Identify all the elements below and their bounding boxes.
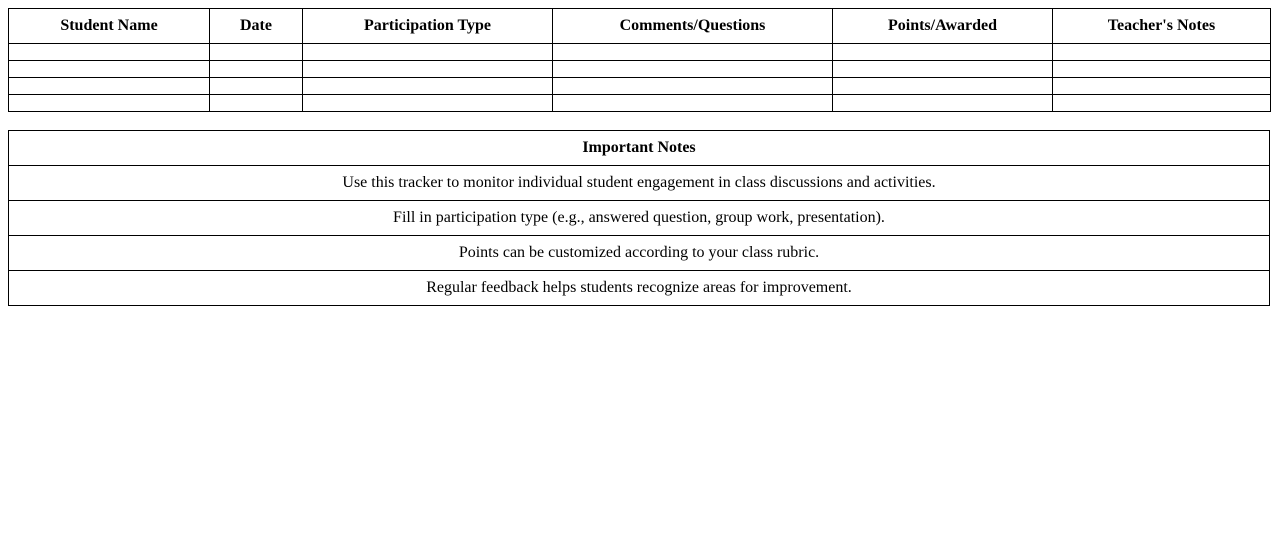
notes-title: Important Notes (9, 131, 1270, 166)
note-item: Regular feedback helps students recognize areas for improvement. (9, 271, 1270, 306)
important-notes-table (8, 130, 1270, 306)
table-row (9, 95, 1271, 112)
note-row (9, 236, 1270, 271)
cell-student-name[interactable] (9, 95, 210, 112)
cell-participation-type[interactable] (303, 95, 553, 112)
tracker-header-row (9, 9, 1271, 44)
header-date: Date (210, 9, 303, 44)
cell-teachers-notes[interactable] (1053, 44, 1271, 61)
header-comments-questions: Comments/Questions (553, 9, 833, 44)
cell-participation-type[interactable] (303, 78, 553, 95)
note-row (9, 201, 1270, 236)
note-item: Use this tracker to monitor individual student engagement in class discussions and activities. (9, 166, 1270, 201)
cell-participation-type[interactable] (303, 61, 553, 78)
note-item: Points can be customized according to your class rubric. (9, 236, 1270, 271)
header-points-awarded: Points/Awarded (833, 9, 1053, 44)
cell-date[interactable] (210, 61, 303, 78)
cell-points-awarded[interactable] (833, 78, 1053, 95)
cell-teachers-notes[interactable] (1053, 61, 1271, 78)
cell-teachers-notes[interactable] (1053, 95, 1271, 112)
cell-points-awarded[interactable] (833, 44, 1053, 61)
cell-date[interactable] (210, 78, 303, 95)
cell-comments-questions[interactable] (553, 61, 833, 78)
header-participation-type: Participation Type (303, 9, 553, 44)
cell-comments-questions[interactable] (553, 44, 833, 61)
note-row (9, 166, 1270, 201)
table-row (9, 78, 1271, 95)
cell-student-name[interactable] (9, 78, 210, 95)
note-row (9, 271, 1270, 306)
note-item: Fill in participation type (e.g., answered question, group work, presentation). (9, 201, 1270, 236)
table-row (9, 44, 1271, 61)
cell-participation-type[interactable] (303, 44, 553, 61)
cell-comments-questions[interactable] (553, 78, 833, 95)
cell-student-name[interactable] (9, 44, 210, 61)
cell-points-awarded[interactable] (833, 95, 1053, 112)
table-row (9, 61, 1271, 78)
header-student-name: Student Name (9, 9, 210, 44)
header-teachers-notes: Teacher's Notes (1053, 9, 1271, 44)
cell-teachers-notes[interactable] (1053, 78, 1271, 95)
cell-date[interactable] (210, 44, 303, 61)
cell-points-awarded[interactable] (833, 61, 1053, 78)
cell-student-name[interactable] (9, 61, 210, 78)
cell-comments-questions[interactable] (553, 95, 833, 112)
notes-header-row (9, 131, 1270, 166)
participation-tracker-table (8, 8, 1271, 112)
cell-date[interactable] (210, 95, 303, 112)
